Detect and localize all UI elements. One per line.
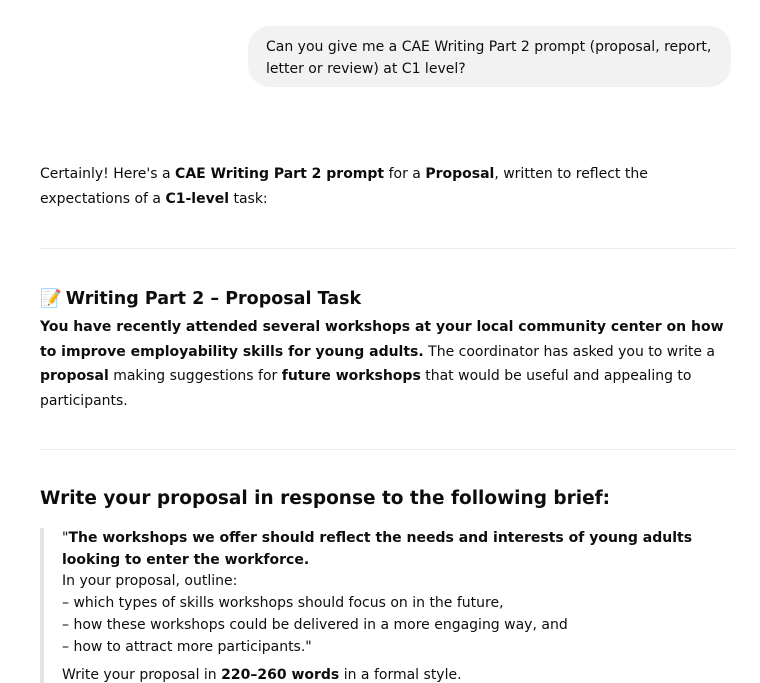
brief-word-count-line [62,665,735,683]
text: for a [384,166,426,182]
bold-text: Proposal [425,166,495,182]
task-heading-text: Writing Part 2 – Proposal Task [65,289,362,309]
text: in a formal style. [339,667,462,683]
intro-paragraph [40,162,735,211]
text: making suggestions for [108,368,282,384]
divider [40,248,735,249]
bold-text: C1-level [165,190,229,207]
bold-text: CAE Writing Part 2 prompt [175,166,385,182]
bold-text: The workshops we offer should reflect the needs and interests of young adults looking to enter the workforce. [62,530,693,568]
brief-line: – how these workshops could be delivered in a more engaging way, and [62,616,568,633]
assistant-response [40,162,735,683]
brief-line: – how to attract more participants." [62,638,312,655]
user-message-line: Can you give me a CAE Writing Part 2 prompt (proposal, report, [266,39,712,55]
task-paragraph [40,315,735,413]
bold-text: 220–260 words [221,667,340,683]
text: task: [229,190,268,207]
open-quote: " [62,530,69,546]
text: Write your proposal in [62,667,222,683]
brief-line: – which types of skills workshops should focus on in the future, [62,595,504,612]
user-message-line: letter or review) at C1 level? [266,61,466,77]
text: Certainly! Here's a [40,166,176,182]
brief-heading: Write your proposal in response to the following brief: [40,488,611,509]
brief-quote-bold [62,528,735,571]
user-message-bubble [248,26,731,87]
divider [40,449,735,450]
task-heading [40,286,735,312]
text: that would be useful and appealing to participants. [40,368,692,409]
bold-text: future workshops [281,368,421,384]
bold-text: proposal [40,368,109,384]
bold-text: You have recently attended several workshops at your local community center on how to improve employability skills for young adults. [40,319,724,360]
brief-blockquote [40,528,735,683]
memo-icon: 📝 [40,289,62,309]
text: The coordinator has asked you to write a [423,343,716,360]
text: , written to reflect the expectations of a [40,166,648,207]
brief-line: In your proposal, outline: [62,573,238,590]
